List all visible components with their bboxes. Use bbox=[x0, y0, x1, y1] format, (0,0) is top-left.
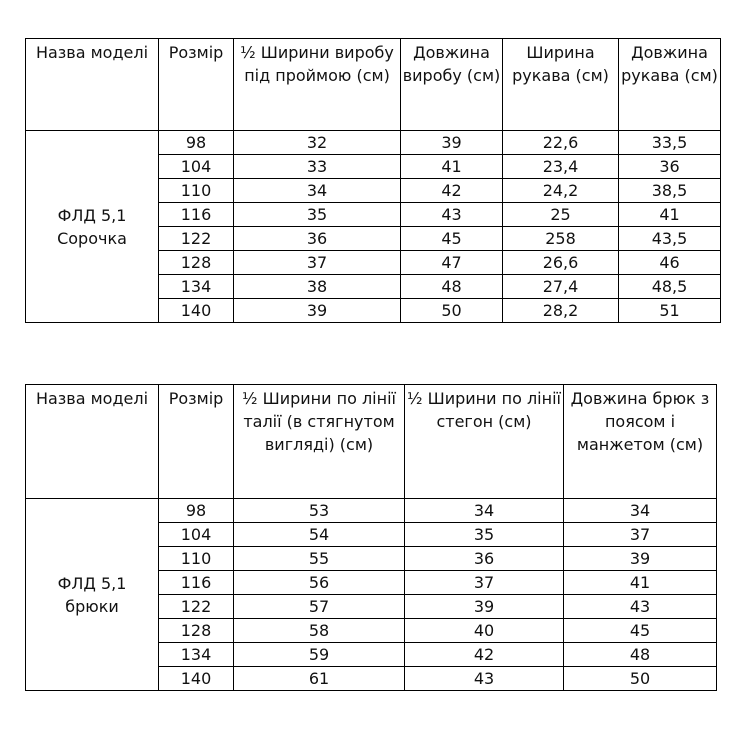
header-model-name: Назва моделі bbox=[26, 39, 159, 131]
size-cell: 110 bbox=[159, 547, 234, 571]
measurement-cell: 36 bbox=[234, 227, 401, 251]
size-cell: 134 bbox=[159, 275, 234, 299]
size-cell: 104 bbox=[159, 523, 234, 547]
measurement-cell: 58 bbox=[234, 619, 405, 643]
model-name-cell bbox=[26, 131, 159, 323]
measurement-cell: 35 bbox=[405, 523, 564, 547]
measurement-cell: 48 bbox=[564, 643, 717, 667]
measurement-cell: 50 bbox=[564, 667, 717, 691]
measurement-cell: 54 bbox=[234, 523, 405, 547]
size-cell: 128 bbox=[159, 619, 234, 643]
model-code: ФЛД 5,1 bbox=[57, 205, 127, 225]
measurement-cell: 45 bbox=[564, 619, 717, 643]
measurement-cell: 48 bbox=[401, 275, 503, 299]
measurement-cell: 53 bbox=[234, 499, 405, 523]
measurement-cell: 37 bbox=[564, 523, 717, 547]
header-sleeve-width: Ширина рукава (см) bbox=[503, 39, 619, 131]
model-name-cell bbox=[26, 499, 159, 691]
measurement-cell: 59 bbox=[234, 643, 405, 667]
measurement-cell: 33 bbox=[234, 155, 401, 179]
header-garment-length: Довжина виробу (см) bbox=[401, 39, 503, 131]
measurement-cell: 36 bbox=[405, 547, 564, 571]
size-cell: 104 bbox=[159, 155, 234, 179]
measurement-cell: 43,5 bbox=[619, 227, 721, 251]
measurement-cell: 34 bbox=[564, 499, 717, 523]
header-model-name: Назва моделі bbox=[26, 385, 159, 499]
measurement-cell: 56 bbox=[234, 571, 405, 595]
measurement-cell: 46 bbox=[619, 251, 721, 275]
measurement-cell: 258 bbox=[503, 227, 619, 251]
measurement-cell: 51 bbox=[619, 299, 721, 323]
size-cell: 116 bbox=[159, 571, 234, 595]
measurement-cell: 39 bbox=[564, 547, 717, 571]
table-row bbox=[26, 499, 717, 523]
model-code: ФЛД 5,1 bbox=[57, 573, 127, 593]
measurement-cell: 39 bbox=[234, 299, 401, 323]
measurement-cell: 25 bbox=[503, 203, 619, 227]
measurement-cell: 57 bbox=[234, 595, 405, 619]
model-type: брюки bbox=[65, 596, 119, 616]
measurement-cell: 41 bbox=[619, 203, 721, 227]
measurement-cell: 36 bbox=[619, 155, 721, 179]
header-half-waist-width: ½ Ширини по лінії талії (в стягнутом вигляді) (см) bbox=[234, 385, 405, 499]
measurement-cell: 48,5 bbox=[619, 275, 721, 299]
measurement-cell: 43 bbox=[401, 203, 503, 227]
measurement-cell: 42 bbox=[401, 179, 503, 203]
header-size: Розмір bbox=[159, 385, 234, 499]
measurement-cell: 42 bbox=[405, 643, 564, 667]
header-half-width-armhole: ½ Ширини виробу під проймою (см) bbox=[234, 39, 401, 131]
size-cell: 140 bbox=[159, 667, 234, 691]
size-cell: 134 bbox=[159, 643, 234, 667]
size-cell: 116 bbox=[159, 203, 234, 227]
header-trousers-length: Довжина брюк з поясом і манжетом (см) bbox=[564, 385, 717, 499]
model-type: Сорочка bbox=[57, 228, 127, 248]
header-sleeve-length: Довжина рукава (см) bbox=[619, 39, 721, 131]
measurement-cell: 37 bbox=[234, 251, 401, 275]
measurement-cell: 27,4 bbox=[503, 275, 619, 299]
measurement-cell: 39 bbox=[401, 131, 503, 155]
size-cell: 110 bbox=[159, 179, 234, 203]
measurement-cell: 41 bbox=[564, 571, 717, 595]
measurement-cell: 47 bbox=[401, 251, 503, 275]
measurement-cell: 34 bbox=[405, 499, 564, 523]
table-row bbox=[26, 131, 721, 155]
measurement-cell: 43 bbox=[564, 595, 717, 619]
measurement-cell: 50 bbox=[401, 299, 503, 323]
measurement-cell: 39 bbox=[405, 595, 564, 619]
measurement-cell: 34 bbox=[234, 179, 401, 203]
measurement-cell: 55 bbox=[234, 547, 405, 571]
header-half-hip-width: ½ Ширини по лінії стегон (см) bbox=[405, 385, 564, 499]
shirt-size-table bbox=[25, 38, 721, 323]
measurement-cell: 40 bbox=[405, 619, 564, 643]
measurement-cell: 43 bbox=[405, 667, 564, 691]
measurement-cell: 37 bbox=[405, 571, 564, 595]
size-cell: 98 bbox=[159, 499, 234, 523]
table-header-row bbox=[26, 385, 717, 499]
measurement-cell: 38 bbox=[234, 275, 401, 299]
measurement-cell: 24,2 bbox=[503, 179, 619, 203]
measurement-cell: 41 bbox=[401, 155, 503, 179]
measurement-cell: 28,2 bbox=[503, 299, 619, 323]
measurement-cell: 38,5 bbox=[619, 179, 721, 203]
measurement-cell: 32 bbox=[234, 131, 401, 155]
measurement-cell: 35 bbox=[234, 203, 401, 227]
measurement-cell: 22,6 bbox=[503, 131, 619, 155]
size-cell: 122 bbox=[159, 595, 234, 619]
size-cell: 98 bbox=[159, 131, 234, 155]
measurement-cell: 26,6 bbox=[503, 251, 619, 275]
measurement-cell: 45 bbox=[401, 227, 503, 251]
measurement-cell: 23,4 bbox=[503, 155, 619, 179]
measurement-cell: 33,5 bbox=[619, 131, 721, 155]
size-cell: 128 bbox=[159, 251, 234, 275]
trousers-size-table bbox=[25, 384, 717, 691]
table-header-row bbox=[26, 39, 721, 131]
header-size: Розмір bbox=[159, 39, 234, 131]
size-cell: 122 bbox=[159, 227, 234, 251]
measurement-cell: 61 bbox=[234, 667, 405, 691]
size-cell: 140 bbox=[159, 299, 234, 323]
